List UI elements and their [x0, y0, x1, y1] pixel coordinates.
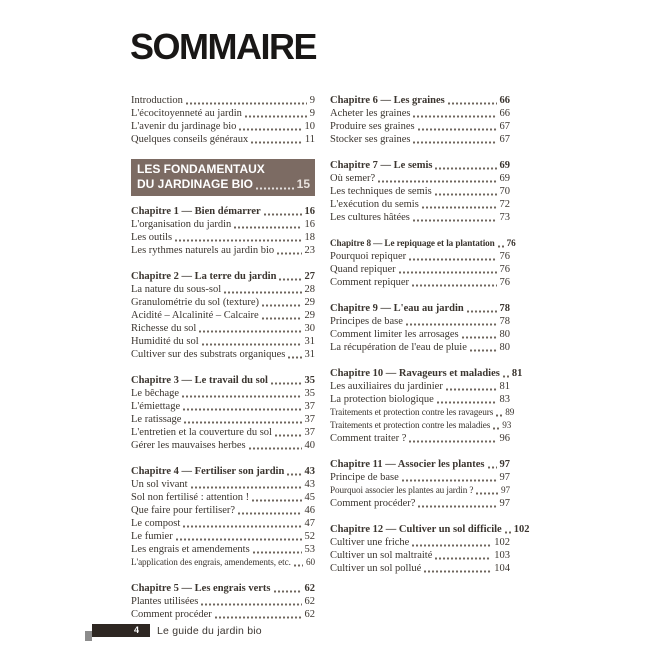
- toc-entry-label: Les techniques de semis: [330, 186, 432, 197]
- dot-leader: [191, 486, 302, 489]
- dot-leader: [239, 128, 301, 131]
- toc-entry-label: Chapitre 12 — Cultiver un sol difficile: [330, 524, 502, 535]
- toc-entry-label: Comment repiquer: [330, 277, 410, 288]
- toc-entry: [330, 484, 510, 497]
- toc-entry-label: Comment procéder: [131, 609, 212, 620]
- toc-section: [131, 94, 315, 146]
- toc-entry-page: 29: [304, 310, 315, 321]
- toc-entry-page: 97: [501, 485, 510, 495]
- toc-entry: [330, 302, 510, 315]
- dot-leader: [412, 544, 491, 547]
- toc-entry-label: Le fumier: [131, 531, 173, 542]
- toc-entry-page: 80: [499, 329, 510, 340]
- toc-entry: [131, 296, 315, 309]
- toc-entry-label: Chapitre 3 — Le travail du sol: [131, 375, 268, 386]
- toc-entry-label: Plantes utilisées: [131, 596, 199, 607]
- toc-entry: [131, 218, 315, 231]
- toc-entry-page: 97: [499, 498, 510, 509]
- toc-entry-label: Richesse du sol: [131, 323, 197, 334]
- dot-leader: [252, 499, 301, 502]
- toc-entry: [330, 471, 510, 484]
- dot-leader: [413, 219, 497, 222]
- toc-section: [131, 270, 315, 361]
- page-number: 4: [133, 625, 139, 635]
- toc-entry-page: 16: [304, 206, 315, 217]
- toc-entry-page: 89: [505, 407, 515, 417]
- toc-section: [131, 582, 315, 621]
- dot-leader: [183, 408, 301, 411]
- toc-entry-label: Chapitre 6 — Les graines: [330, 95, 445, 106]
- toc-entry-page: 62: [304, 596, 315, 607]
- toc-entry: [330, 367, 523, 380]
- toc-entry: [131, 374, 315, 387]
- toc-entry-page: 47: [304, 518, 315, 529]
- toc-entry: [330, 380, 510, 393]
- toc-entry-page: 18: [304, 232, 315, 243]
- toc-entry-label: Comment limiter les arrosages: [330, 329, 459, 340]
- toc-entry: [131, 595, 315, 608]
- toc-entry: [330, 120, 510, 133]
- toc-entry-page: 43: [304, 479, 315, 490]
- toc-entry: [330, 458, 510, 471]
- toc-entry-label: Cultiver un sol pollué: [330, 563, 422, 574]
- toc-entry: [131, 465, 315, 478]
- toc-entry-page: 60: [306, 557, 315, 567]
- toc-entry: [330, 549, 510, 562]
- toc-entry-label: Un sol vivant: [131, 479, 188, 490]
- toc-entry-label: Gérer les mauvaises herbes: [131, 440, 246, 451]
- toc-entry: [131, 335, 315, 348]
- toc-entry-page: 96: [499, 433, 510, 444]
- toc-entry: [330, 315, 510, 328]
- dot-leader: [253, 551, 302, 554]
- dot-leader: [409, 440, 496, 443]
- toc-entry-page: 69: [499, 160, 510, 171]
- toc-entry: [131, 348, 315, 361]
- toc-entry-label: L'entretien et la couverture du sol: [131, 427, 272, 438]
- toc-entry-label: L'application des engrais, amendements, etc.: [131, 557, 291, 567]
- toc-entry-label: Comment traiter ?: [330, 433, 407, 444]
- toc-entry: [131, 94, 315, 107]
- toc-entry-label: Quand repiquer: [330, 264, 396, 275]
- toc-entry-label: Chapitre 4 — Fertiliser son jardin: [131, 466, 285, 477]
- toc-entry-label: Les engrais et amendements: [131, 544, 250, 555]
- toc-entry-page: 76: [499, 277, 510, 288]
- toc-section: [330, 523, 530, 575]
- dot-leader: [399, 271, 497, 274]
- toc-entry-page: 72: [499, 199, 510, 210]
- toc-entry-label: Les cultures hâtées: [330, 212, 410, 223]
- dot-leader: [448, 102, 497, 105]
- dot-leader: [234, 226, 301, 229]
- toc-entry-page: 31: [304, 349, 315, 360]
- toc-entry-page: 16: [304, 219, 315, 230]
- toc-entry-label: Cultiver une friche: [330, 537, 410, 548]
- toc-entry: [131, 120, 315, 133]
- toc-entry: [330, 172, 510, 185]
- toc-entry: [330, 107, 510, 120]
- toc-entry: [131, 530, 315, 543]
- dot-leader: [413, 115, 496, 118]
- toc-entry-label: Comment procéder?: [330, 498, 416, 509]
- dot-leader: [437, 401, 497, 404]
- book-title: Le guide du jardin bio: [157, 625, 262, 637]
- toc-entry-label: Chapitre 8 — Le repiquage et la plantation: [330, 238, 495, 248]
- toc-entry-page: 28: [304, 284, 315, 295]
- toc-entry-label: Principes de base: [330, 316, 403, 327]
- dot-leader: [422, 206, 497, 209]
- toc-entry-label: Le bêchage: [131, 388, 180, 399]
- toc-entry-page: 104: [494, 563, 510, 574]
- page-number-badge: [92, 624, 150, 637]
- dot-leader: [476, 492, 498, 495]
- toc-entry: [131, 107, 315, 120]
- toc-entry: [330, 341, 510, 354]
- dot-leader: [287, 473, 301, 476]
- toc-entry-label: Pourquoi repiquer: [330, 251, 407, 262]
- toc-entry-label: Le ratissage: [131, 414, 182, 425]
- toc-entry-label: Acidité – Alcalinité – Calcaire: [131, 310, 259, 321]
- toc-entry: [131, 400, 315, 413]
- dot-leader: [505, 531, 511, 534]
- toc-entry: [330, 250, 510, 263]
- toc-entry: [131, 504, 315, 517]
- toc-entry: [131, 387, 315, 400]
- toc-entry: [330, 198, 510, 211]
- toc-entry-label: L'exécution du semis: [330, 199, 419, 210]
- toc-entry-label: Traitements et protection contre les maladies: [330, 420, 491, 430]
- toc-entry-label: Chapitre 7 — Le semis: [330, 160, 433, 171]
- dot-leader: [498, 245, 504, 248]
- toc-entry: [131, 309, 315, 322]
- toc-column-left: [131, 94, 315, 634]
- toc-section: [131, 465, 315, 569]
- toc-section: [330, 302, 510, 354]
- toc-entry-page: 81: [511, 368, 523, 379]
- highlight-line-1: LES FONDAMENTAUX: [137, 162, 265, 176]
- toc-entry: [131, 322, 315, 335]
- toc-entry: [131, 244, 315, 257]
- toc-entry: [131, 133, 315, 146]
- dot-leader: [279, 278, 301, 281]
- toc-entry-page: 69: [499, 173, 510, 184]
- footer-accent-square: [85, 631, 92, 641]
- toc-entry-page: 9: [309, 95, 315, 106]
- toc-entry-label: Acheter les graines: [330, 108, 411, 119]
- dot-leader: [215, 616, 302, 619]
- dot-leader: [424, 570, 491, 573]
- dot-leader: [271, 382, 302, 385]
- toc-entry-page: 102: [513, 524, 530, 535]
- dot-leader: [418, 505, 496, 508]
- toc-entry: [330, 237, 516, 250]
- dot-leader: [251, 141, 302, 144]
- dot-leader: [256, 187, 294, 190]
- toc-entry-page: 35: [304, 375, 315, 386]
- toc-entry-page: 27: [304, 271, 315, 282]
- toc-entry: [131, 231, 315, 244]
- toc-entry: [330, 185, 510, 198]
- toc-entry-page: 62: [304, 583, 315, 594]
- dot-leader: [488, 466, 497, 469]
- toc-entry-page: 37: [304, 427, 315, 438]
- dot-leader: [493, 427, 499, 430]
- toc-entry-page: 45: [304, 492, 315, 503]
- dot-leader: [406, 323, 497, 326]
- toc-entry-page: 102: [494, 537, 510, 548]
- toc-entry-page: 43: [304, 466, 315, 477]
- toc-entry: [330, 432, 510, 445]
- dot-leader: [402, 479, 497, 482]
- toc-entry: [330, 328, 510, 341]
- toc-entry: [330, 211, 510, 224]
- toc-entry: [131, 205, 315, 218]
- table-of-contents: [131, 94, 530, 634]
- toc-entry: [131, 491, 315, 504]
- dot-leader: [184, 421, 301, 424]
- toc-column-right: [330, 94, 530, 634]
- toc-section: [131, 205, 315, 257]
- toc-entry-page: 9: [309, 108, 315, 119]
- toc-entry-label: Chapitre 11 — Associer les plantes: [330, 459, 485, 470]
- toc-entry-page: 35: [304, 388, 315, 399]
- dot-leader: [175, 239, 301, 242]
- toc-entry-label: DU JARDINAGE BIO: [137, 177, 254, 191]
- dot-leader: [467, 310, 497, 313]
- toc-entry-page: 78: [499, 316, 510, 327]
- toc-entry: [330, 497, 510, 510]
- dot-leader: [245, 115, 307, 118]
- toc-entry-label: Quelques conseils généraux: [131, 134, 249, 145]
- dot-leader: [176, 538, 302, 541]
- toc-entry: [330, 276, 510, 289]
- dot-leader: [274, 590, 302, 593]
- toc-entry: [131, 413, 315, 426]
- toc-entry-page: 62: [304, 609, 315, 620]
- toc-section: [330, 159, 510, 224]
- toc-entry-label: Humidité du sol: [131, 336, 199, 347]
- toc-entry-label: Chapitre 9 — L'eau au jardin: [330, 303, 464, 314]
- toc-entry-page: 97: [499, 459, 510, 470]
- dot-leader: [435, 167, 496, 170]
- toc-entry-label: Pourquoi associer les plantes au jardin ?: [330, 485, 474, 495]
- toc-entry-label: Chapitre 10 — Ravageurs et maladies: [330, 368, 500, 379]
- toc-entry-page: 23: [304, 245, 315, 256]
- toc-entry-label: L'émiettage: [131, 401, 181, 412]
- toc-entry-page: 97: [499, 472, 510, 483]
- toc-entry-label: Chapitre 2 — La terre du jardin: [131, 271, 277, 282]
- dot-leader: [503, 375, 509, 378]
- dot-leader: [288, 356, 301, 359]
- toc-entry-label: Produire ses graines: [330, 121, 415, 132]
- toc-entry-label: La nature du sous-sol: [131, 284, 222, 295]
- toc-entry-label: L'avenir du jardinage bio: [131, 121, 237, 132]
- dot-leader: [446, 388, 497, 391]
- toc-entry-page: 46: [304, 505, 315, 516]
- toc-entry-label: Le compost: [131, 518, 181, 529]
- toc-entry-label: Cultiver sur des substrats organiques: [131, 349, 286, 360]
- toc-entry-label: La protection biologique: [330, 394, 434, 405]
- toc-entry-page: 66: [499, 95, 510, 106]
- toc-entry: [330, 406, 515, 419]
- toc-section: [330, 94, 510, 146]
- toc-entry-page: 76: [499, 251, 510, 262]
- dot-leader: [470, 349, 497, 352]
- toc-entry-page: 83: [499, 394, 510, 405]
- toc-entry-label: Où semer?: [330, 173, 376, 184]
- dot-leader: [275, 434, 302, 437]
- dot-leader: [412, 284, 496, 287]
- toc-entry-label: Granulométrie du sol (texture): [131, 297, 259, 308]
- toc-entry-page: 10: [304, 121, 315, 132]
- toc-entry: [330, 159, 510, 172]
- toc-entry-page: 37: [304, 401, 315, 412]
- toc-entry-label: Sol non fertilisé : attention !: [131, 492, 250, 503]
- dot-leader: [183, 525, 301, 528]
- toc-entry: [330, 393, 510, 406]
- toc-entry-page: 37: [304, 414, 315, 425]
- toc-entry-label: Introduction: [131, 95, 183, 106]
- toc-entry: [131, 426, 315, 439]
- toc-entry-page: 73: [499, 212, 510, 223]
- toc-entry-page: 53: [304, 544, 315, 555]
- dot-leader: [224, 291, 301, 294]
- toc-entry-label: L'organisation du jardin: [131, 219, 232, 230]
- toc-entry: [330, 133, 510, 146]
- toc-entry: [330, 263, 510, 276]
- toc-entry-page: 15: [296, 177, 310, 191]
- toc-entry: [137, 177, 310, 192]
- dot-leader: [418, 128, 497, 131]
- toc-entry-label: Chapitre 1 — Bien démarrer: [131, 206, 261, 217]
- toc-entry-label: Stocker ses graines: [330, 134, 411, 145]
- toc-section: [131, 374, 315, 452]
- toc-entry-label: Principe de base: [330, 472, 399, 483]
- dot-leader: [413, 141, 496, 144]
- toc-entry-page: 30: [304, 323, 315, 334]
- toc-entry-page: 67: [499, 134, 510, 145]
- toc-entry-label: La récupération de l'eau de pluie: [330, 342, 467, 353]
- dot-leader: [264, 213, 302, 216]
- toc-entry: [330, 523, 530, 536]
- toc-section: [330, 237, 516, 289]
- dot-leader: [277, 252, 301, 255]
- toc-entry-page: 70: [499, 186, 510, 197]
- toc-entry: [330, 536, 510, 549]
- toc-entry: [131, 517, 315, 530]
- toc-section: [330, 458, 510, 510]
- dot-leader: [435, 193, 497, 196]
- footer: [0, 620, 656, 656]
- dot-leader: [182, 395, 301, 398]
- toc-entry-label: L'écocitoyenneté au jardin: [131, 108, 242, 119]
- dot-leader: [249, 447, 302, 450]
- dot-leader: [378, 180, 496, 183]
- toc-entry-page: 81: [499, 381, 510, 392]
- toc-entry: [330, 562, 510, 575]
- toc-entry: [131, 556, 315, 569]
- toc-entry: [131, 283, 315, 296]
- toc-entry-page: 40: [304, 440, 315, 451]
- toc-entry-page: 78: [499, 303, 510, 314]
- toc-entry: [131, 270, 315, 283]
- toc-entry: [131, 543, 315, 556]
- dot-leader: [199, 330, 301, 333]
- toc-entry-label: Cultiver un sol maltraité: [330, 550, 433, 561]
- toc-entry-label: Que faire pour fertiliser?: [131, 505, 236, 516]
- toc-entry-page: 76: [506, 238, 516, 248]
- dot-leader: [462, 336, 497, 339]
- toc-section: [330, 367, 523, 445]
- toc-entry-label: Chapitre 5 — Les engrais verts: [131, 583, 271, 594]
- dot-leader: [202, 343, 302, 346]
- dot-leader: [496, 414, 502, 417]
- toc-entry-label: Traitements et protection contre les ravageurs: [330, 407, 494, 417]
- toc-entry-page: 29: [304, 297, 315, 308]
- toc-entry-page: 76: [499, 264, 510, 275]
- toc-entry-page: 66: [499, 108, 510, 119]
- dot-leader: [186, 102, 307, 105]
- dot-leader: [238, 512, 301, 515]
- dot-leader: [294, 564, 303, 567]
- toc-entry-page: 93: [502, 420, 512, 430]
- toc-entry-page: 11: [304, 134, 315, 145]
- toc-entry-label: Les rythmes naturels au jardin bio: [131, 245, 275, 256]
- dot-leader: [262, 304, 302, 307]
- toc-entry: [330, 94, 510, 107]
- dot-leader: [262, 317, 302, 320]
- toc-entry-label: Les outils: [131, 232, 173, 243]
- dot-leader: [201, 603, 301, 606]
- toc-entry-page: 67: [499, 121, 510, 132]
- toc-entry-page: 80: [499, 342, 510, 353]
- toc-entry-page: 103: [494, 550, 510, 561]
- toc-entry: [330, 419, 510, 432]
- toc-entry: [131, 439, 315, 452]
- dot-leader: [409, 258, 496, 261]
- toc-entry: [131, 582, 315, 595]
- page-title: SOMMAIRE: [130, 26, 316, 67]
- toc-entry: [131, 478, 315, 491]
- dot-leader: [435, 557, 491, 560]
- toc-entry-page: 31: [304, 336, 315, 347]
- toc-entry-page: 52: [304, 531, 315, 542]
- toc-entry-label: Les auxiliaires du jardinier: [330, 381, 443, 392]
- highlight-banner: [131, 159, 315, 196]
